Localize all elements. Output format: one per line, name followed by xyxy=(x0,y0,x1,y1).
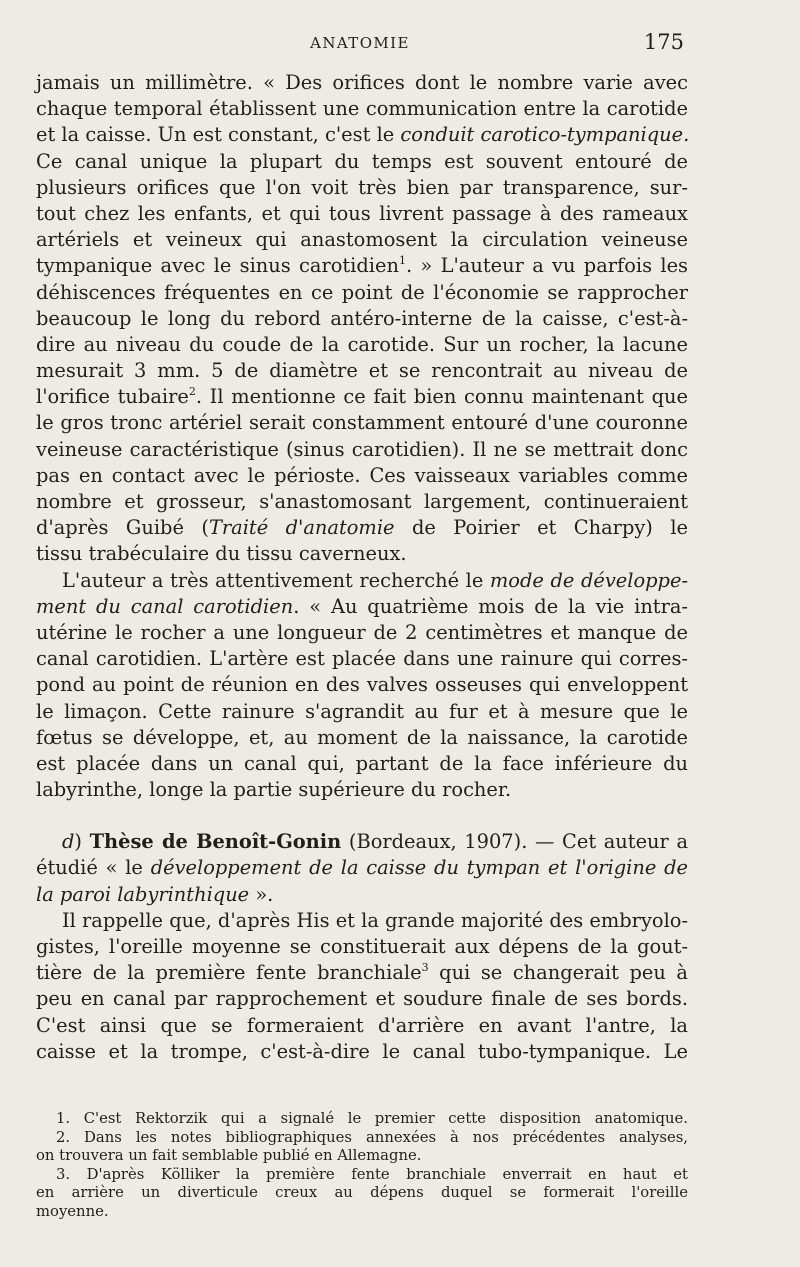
text-line: d'après Guibé (Traité d'anatomie de Poirier et Charpy) le xyxy=(36,516,688,540)
text-line: peu en canal par rapprochement et soudure finale de ses bords. xyxy=(36,987,688,1011)
text-line: étudié « le développement de la caisse du tympan et l'origine de xyxy=(36,856,688,880)
text-line: l'orifice tubaire$^2$. Il mentionne ce fait bien connu maintenant que xyxy=(36,385,688,409)
footnote-3: 3. D'après Kölliker la première fente branchiale enverrait en haut et xyxy=(56,1165,688,1183)
text-line: d) Thèse de Benoît-Gonin (Bordeaux, 1907). — Cet auteur a xyxy=(62,830,689,854)
text-line: jamais un millimètre. « Des orifices dont le nombre varie avec xyxy=(36,71,688,94)
text-line: Ce canal unique la plupart du temps est souvent entouré de xyxy=(36,149,688,173)
text-line: L'auteur a très attentivement recherché le mode de développe- xyxy=(62,568,688,592)
footnote-3-cont: en arrière un diverticule creux au dépens duquel se formerait l'oreille xyxy=(36,1184,688,1202)
text-line: chaque temporal établissent une communication entre la carotide xyxy=(36,97,688,121)
text-line: la paroi labyrinthique ». xyxy=(36,882,274,906)
text-line: veineuse caractéristique (sinus carotidien). Il ne se mettrait donc xyxy=(36,437,688,461)
text-line: le limaçon. Cette rainure s'agrandit au fur et à mesure que le xyxy=(36,699,688,723)
text-line: Il rappelle que, d'après His et la grande majorité des embryolo- xyxy=(62,908,688,932)
text-line: le gros tronc artériel serait constamment entouré d'une couronne xyxy=(36,411,688,435)
footnote-3-end: moyenne. xyxy=(36,1202,109,1220)
text-line: labyrinthe, longe la partie supérieure du rocher. xyxy=(36,778,512,802)
page-header xyxy=(36,30,684,60)
page-number: 175 xyxy=(643,30,684,54)
text-line: ment du canal carotidien. « Au quatrième mois de la vie intra- xyxy=(36,594,688,618)
body-text xyxy=(36,70,688,1065)
footnote-ref: 1 xyxy=(398,254,406,268)
text-line: et la caisse. Un est constant, c'est le conduit carotico-tympanique. xyxy=(36,123,690,147)
text-line: pond au point de réunion en des valves osseuses qui enveloppent xyxy=(36,673,688,697)
text-line: plusieurs orifices que l'on voit très bien par transparence, sur- xyxy=(36,175,688,199)
text-line: déhiscences fréquentes en ce point de l'économie se rapprocher xyxy=(36,280,688,304)
text-line: artériels et veineux qui anastomosent la circulation veineuse xyxy=(36,228,688,252)
text-line: nombre et grosseur, s'anastomosant largement, continueraient xyxy=(36,490,688,513)
text-line: C'est ainsi que se formeraient d'arrière en avant l'antre, la xyxy=(36,1013,688,1037)
text-line: pas en contact avec le périoste. Ces vaisseaux variables comme xyxy=(36,463,688,487)
text-line: tympanique avec le sinus carotidien$^1$. » L'auteur a vu parfois les xyxy=(36,254,688,278)
text-line: dire au niveau du coude de la carotide. Sur un rocher, la lacune xyxy=(36,332,688,356)
text-line: beaucoup le long du rebord antéro-interne de la caisse, c'est-à- xyxy=(36,306,688,330)
footnote-1: 1. C'est Rektorzik qui a signalé le premier cette disposition anatomique. xyxy=(56,1110,688,1127)
footnote-ref: 2 xyxy=(188,385,196,399)
running-title: ANATOMIE xyxy=(310,34,410,52)
footnotes xyxy=(36,1110,688,1222)
footnote-2-cont: on trouvera un fait semblable publié en Allemagne. xyxy=(36,1147,422,1165)
text-line: tout chez les enfants, et qui tous livrent passage à des rameaux xyxy=(36,201,688,225)
text-line: tissu trabéculaire du tissu caverneux. xyxy=(36,542,407,566)
text-line: canal carotidien. L'artère est placée dans une rainure qui corres- xyxy=(36,647,688,671)
text-line: tière de la première fente branchiale$^3$ qui se changerait peu à xyxy=(36,961,688,985)
text-line: fœtus se développe, et, au moment de la naissance, la carotide xyxy=(36,725,688,749)
text-line: gistes, l'oreille moyenne se constituerait aux dépens de la gout- xyxy=(36,935,688,958)
footnote-ref: 3 xyxy=(421,961,429,975)
text-line: caisse et la trompe, c'est-à-dire le canal tubo-tympanique. Le xyxy=(36,1039,688,1063)
footnote-2: 2. Dans les notes bibliographiques annexées à nos précédentes analyses, xyxy=(56,1128,688,1146)
text-line: utérine le rocher a une longueur de 2 centimètres et manque de xyxy=(36,620,688,644)
text-line: est placée dans un canal qui, partant de la face inférieure du xyxy=(36,751,688,775)
text-line: mesurait 3 mm. 5 de diamètre et se rencontrait au niveau de xyxy=(36,359,688,383)
